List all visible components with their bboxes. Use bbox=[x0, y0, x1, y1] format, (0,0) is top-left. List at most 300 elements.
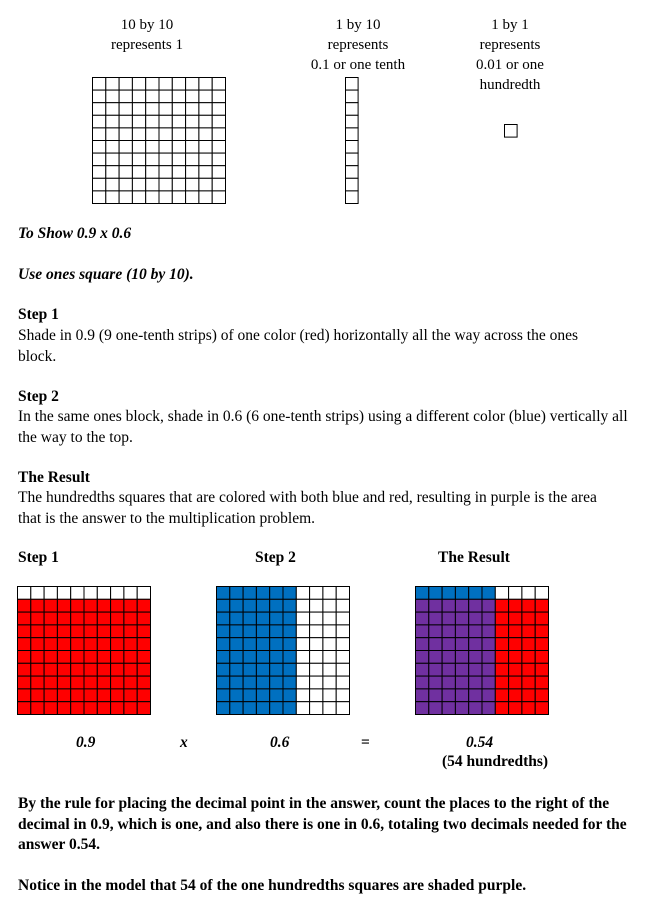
hundredth-cell bbox=[93, 153, 106, 166]
hundredth-cell bbox=[172, 191, 185, 204]
result-cell bbox=[429, 625, 442, 638]
result-cell bbox=[482, 625, 495, 638]
result-cell bbox=[442, 702, 455, 715]
step2-cell bbox=[323, 676, 336, 689]
step2-cell bbox=[296, 587, 309, 600]
step1-cell bbox=[57, 599, 70, 612]
hundredth-cell bbox=[106, 191, 119, 204]
hundredth-cell bbox=[172, 178, 185, 191]
step2-cell bbox=[296, 599, 309, 612]
result-cell bbox=[495, 612, 508, 625]
step1-cell bbox=[84, 651, 97, 664]
step1-cell bbox=[137, 689, 150, 702]
step1-cell bbox=[124, 676, 137, 689]
hundredth-cell bbox=[199, 90, 212, 103]
result-cell bbox=[429, 612, 442, 625]
step2-cell bbox=[323, 587, 336, 600]
tenth-strip-cell bbox=[346, 166, 359, 179]
hundredth-cell bbox=[199, 153, 212, 166]
step2-cell bbox=[296, 702, 309, 715]
step2-cell bbox=[310, 702, 323, 715]
hundredth-cell bbox=[199, 178, 212, 191]
result-cell bbox=[442, 625, 455, 638]
step2-cell bbox=[323, 638, 336, 651]
result-cell bbox=[509, 651, 522, 664]
step2-cell bbox=[270, 599, 283, 612]
hundredth-cell bbox=[146, 141, 159, 154]
hundredth-cell bbox=[93, 166, 106, 179]
step1-cell bbox=[57, 638, 70, 651]
tenth-strip-cell bbox=[346, 141, 359, 154]
step1-cell bbox=[137, 587, 150, 600]
step1-cell bbox=[18, 663, 31, 676]
step1-cell bbox=[44, 702, 57, 715]
step1-cell bbox=[137, 702, 150, 715]
step1-cell bbox=[31, 663, 44, 676]
step2-cell bbox=[217, 638, 230, 651]
hundredth-cell bbox=[172, 103, 185, 116]
result-cell bbox=[442, 676, 455, 689]
hundredth-cell bbox=[199, 166, 212, 179]
hundredth-cell bbox=[172, 78, 185, 91]
hundredth-cell bbox=[106, 78, 119, 91]
result-cell bbox=[535, 651, 548, 664]
hundredth-cell bbox=[146, 90, 159, 103]
step1-cell bbox=[124, 638, 137, 651]
step1-cell bbox=[18, 612, 31, 625]
step1-cell bbox=[71, 676, 84, 689]
result-value: 0.54 bbox=[466, 734, 494, 751]
result-cell bbox=[469, 689, 482, 702]
step2-cell bbox=[243, 702, 256, 715]
hundredth-cell bbox=[146, 166, 159, 179]
step1-cell bbox=[18, 651, 31, 664]
step2-cell bbox=[323, 689, 336, 702]
result-cell bbox=[482, 587, 495, 600]
result-cell bbox=[522, 612, 535, 625]
hundredth-cell bbox=[106, 166, 119, 179]
step2-cell bbox=[243, 663, 256, 676]
result-cell bbox=[429, 663, 442, 676]
step1-cell bbox=[71, 702, 84, 715]
result-cell bbox=[482, 689, 495, 702]
step2-cell bbox=[336, 689, 349, 702]
step2-cell bbox=[270, 638, 283, 651]
step2-cell bbox=[283, 689, 296, 702]
result-cell bbox=[429, 587, 442, 600]
step2-cell bbox=[310, 676, 323, 689]
step2-cell bbox=[217, 599, 230, 612]
result-cell bbox=[442, 638, 455, 651]
result-cell bbox=[482, 663, 495, 676]
step2-cell bbox=[256, 599, 269, 612]
hundredth-cell bbox=[186, 90, 199, 103]
result-cell bbox=[522, 638, 535, 651]
result-heading: The Result bbox=[18, 469, 90, 486]
result-cell bbox=[455, 599, 468, 612]
result-cell bbox=[495, 676, 508, 689]
step1-cell bbox=[84, 663, 97, 676]
hundredth-cell bbox=[199, 128, 212, 141]
result-cell bbox=[535, 625, 548, 638]
step2-cell bbox=[310, 612, 323, 625]
step1-cell bbox=[84, 599, 97, 612]
step1-cell bbox=[31, 612, 44, 625]
step2-cell bbox=[217, 625, 230, 638]
step2-cell bbox=[283, 663, 296, 676]
result-cell bbox=[509, 625, 522, 638]
step2-cell bbox=[256, 612, 269, 625]
step2-cell bbox=[230, 651, 243, 664]
step1-value: 0.9 bbox=[76, 734, 96, 751]
step2-cell bbox=[310, 638, 323, 651]
result-cell bbox=[469, 612, 482, 625]
hundredth-cell bbox=[132, 166, 145, 179]
step2-cell bbox=[243, 676, 256, 689]
result-cell bbox=[495, 625, 508, 638]
hundredth-cell bbox=[93, 178, 106, 191]
step1-cell bbox=[44, 599, 57, 612]
hundredth-cell bbox=[146, 115, 159, 128]
hundredth-cell bbox=[119, 191, 132, 204]
result-cell bbox=[482, 702, 495, 715]
step1-cell bbox=[44, 612, 57, 625]
hundredth-cell bbox=[93, 115, 106, 128]
result-cell bbox=[495, 651, 508, 664]
hundredth-cell bbox=[172, 115, 185, 128]
hundredth-cell bbox=[172, 166, 185, 179]
step2-cell bbox=[283, 587, 296, 600]
step1-cell bbox=[18, 689, 31, 702]
step2-cell bbox=[217, 651, 230, 664]
hundredth-cell bbox=[106, 103, 119, 116]
one-by-one-caption: 1 by 1 represents 0.01 or one hundredth bbox=[476, 17, 544, 93]
page-subtitle: Use ones square (10 by 10). bbox=[18, 266, 194, 283]
step1-cell bbox=[111, 625, 124, 638]
result-cell bbox=[416, 702, 429, 715]
result-cell bbox=[509, 587, 522, 600]
step1-cell bbox=[31, 587, 44, 600]
step1-cell bbox=[137, 638, 150, 651]
step1-text: Shade in 0.9 (9 one-tenth strips) of one color (red) horizontally all the way across the ones block. bbox=[18, 327, 578, 365]
hundredth-cell bbox=[93, 90, 106, 103]
result-cell bbox=[535, 663, 548, 676]
step1-cell bbox=[44, 638, 57, 651]
result-cell bbox=[429, 676, 442, 689]
step1-cell bbox=[124, 663, 137, 676]
result-cell bbox=[416, 689, 429, 702]
step2-cell bbox=[283, 625, 296, 638]
result-cell bbox=[416, 676, 429, 689]
step1-model-grid bbox=[17, 586, 152, 716]
step1-heading: Step 1 bbox=[18, 306, 59, 323]
result-cell bbox=[522, 625, 535, 638]
step1-cell bbox=[111, 651, 124, 664]
result-cell bbox=[495, 587, 508, 600]
one-by-ten-caption: 1 by 10 represents 0.1 or one tenth bbox=[310, 17, 406, 73]
step1-cell bbox=[84, 587, 97, 600]
hundredth-cell bbox=[93, 128, 106, 141]
step2-cell bbox=[217, 663, 230, 676]
step1-cell bbox=[18, 676, 31, 689]
step2-cell bbox=[296, 689, 309, 702]
step2-cell bbox=[270, 651, 283, 664]
hundredth-cell bbox=[172, 90, 185, 103]
result-cell bbox=[482, 651, 495, 664]
hundredth-cell bbox=[93, 78, 106, 91]
result-cell bbox=[442, 663, 455, 676]
hundredth-cell bbox=[106, 178, 119, 191]
result-cell bbox=[429, 638, 442, 651]
hundredth-cell bbox=[212, 178, 225, 191]
hundredth-cell bbox=[212, 115, 225, 128]
step2-cell bbox=[243, 599, 256, 612]
step2-cell bbox=[323, 599, 336, 612]
result-cell bbox=[495, 599, 508, 612]
result-cell bbox=[509, 599, 522, 612]
step2-cell bbox=[310, 587, 323, 600]
step2-model-grid bbox=[216, 586, 351, 716]
hundredth-cell bbox=[132, 103, 145, 116]
step2-cell bbox=[283, 638, 296, 651]
step2-cell bbox=[296, 612, 309, 625]
step1-cell bbox=[137, 612, 150, 625]
hundredth-cell bbox=[159, 153, 172, 166]
step2-cell bbox=[230, 676, 243, 689]
hundredth-cell bbox=[159, 191, 172, 204]
result-cell bbox=[442, 599, 455, 612]
hundredth-cell bbox=[159, 166, 172, 179]
tenth-strip-cell bbox=[346, 103, 359, 116]
step2-cell bbox=[310, 689, 323, 702]
hundredth-cell bbox=[199, 103, 212, 116]
hundredth-cell bbox=[159, 178, 172, 191]
hundredth-cell bbox=[119, 153, 132, 166]
step2-cell bbox=[256, 689, 269, 702]
step1-cell bbox=[124, 702, 137, 715]
result-cell bbox=[522, 587, 535, 600]
hundredth-cell bbox=[212, 153, 225, 166]
result-cell bbox=[469, 651, 482, 664]
step1-cell bbox=[124, 612, 137, 625]
step2-cell bbox=[256, 625, 269, 638]
tenth-strip-cell bbox=[346, 178, 359, 191]
tenth-strip-cell bbox=[346, 115, 359, 128]
result-cell bbox=[429, 599, 442, 612]
result-cell bbox=[416, 587, 429, 600]
hundredth-cell bbox=[186, 78, 199, 91]
one-by-one-square bbox=[504, 124, 518, 138]
result-cell bbox=[495, 663, 508, 676]
result-cell bbox=[416, 663, 429, 676]
hundredth-cell bbox=[93, 141, 106, 154]
step1-cell bbox=[31, 676, 44, 689]
step1-cell bbox=[57, 676, 70, 689]
step1-cell bbox=[57, 689, 70, 702]
step1-cell bbox=[44, 625, 57, 638]
equals-sign: = bbox=[361, 734, 370, 751]
step2-cell bbox=[217, 676, 230, 689]
result-cell bbox=[522, 676, 535, 689]
step2-cell bbox=[296, 638, 309, 651]
step1-cell bbox=[124, 689, 137, 702]
result-cell bbox=[442, 587, 455, 600]
step1-cell bbox=[111, 702, 124, 715]
step2-cell bbox=[230, 599, 243, 612]
step1-cell bbox=[71, 625, 84, 638]
step1-cell bbox=[84, 625, 97, 638]
result-cell bbox=[455, 651, 468, 664]
page-title: To Show 0.9 x 0.6 bbox=[18, 225, 132, 242]
result-cell bbox=[482, 612, 495, 625]
step1-cell bbox=[31, 625, 44, 638]
step1-cell bbox=[84, 638, 97, 651]
result-cell bbox=[442, 651, 455, 664]
step1-cell bbox=[18, 599, 31, 612]
step2-cell bbox=[336, 587, 349, 600]
step2-cell bbox=[336, 663, 349, 676]
result-cell bbox=[442, 612, 455, 625]
result-cell bbox=[509, 612, 522, 625]
step2-cell bbox=[283, 612, 296, 625]
result-cell bbox=[495, 702, 508, 715]
hundredth-cell bbox=[146, 128, 159, 141]
hundredth-cell bbox=[159, 78, 172, 91]
step1-cell bbox=[111, 663, 124, 676]
step1-cell bbox=[111, 689, 124, 702]
step2-cell bbox=[296, 651, 309, 664]
step2-cell bbox=[230, 663, 243, 676]
step2-cell bbox=[296, 625, 309, 638]
step1-cell bbox=[57, 651, 70, 664]
result-cell bbox=[495, 689, 508, 702]
result-cell bbox=[455, 702, 468, 715]
result-model-grid bbox=[415, 586, 550, 716]
hundredth-cell bbox=[106, 153, 119, 166]
hundredth-cell bbox=[119, 78, 132, 91]
step2-cell bbox=[283, 651, 296, 664]
hundredth-cell bbox=[212, 103, 225, 116]
hundredth-cell bbox=[212, 166, 225, 179]
result-cell bbox=[535, 689, 548, 702]
step2-cell bbox=[256, 587, 269, 600]
step2-cell bbox=[283, 702, 296, 715]
hundredth-cell bbox=[132, 153, 145, 166]
result-cell bbox=[509, 702, 522, 715]
hundredth-cell bbox=[106, 141, 119, 154]
step1-cell bbox=[97, 663, 110, 676]
result-cell bbox=[455, 676, 468, 689]
step1-cell bbox=[71, 689, 84, 702]
step1-cell bbox=[97, 689, 110, 702]
hundredth-cell bbox=[186, 191, 199, 204]
result-cell bbox=[509, 676, 522, 689]
step1-cell bbox=[124, 651, 137, 664]
result-cell bbox=[469, 599, 482, 612]
hundredth-cell bbox=[106, 128, 119, 141]
step2-cell bbox=[270, 625, 283, 638]
result-cell bbox=[535, 676, 548, 689]
result-cell bbox=[522, 663, 535, 676]
conclusion-rule: By the rule for placing the decimal point in the answer, count the places to the right of the decimal in 0.9, which is one, and also there is one in 0.6, totaling two decimals needed for the answer 0.54. bbox=[18, 795, 627, 853]
step1-cell bbox=[111, 638, 124, 651]
step1-cell bbox=[124, 599, 137, 612]
step2-cell bbox=[256, 702, 269, 715]
step1-cell bbox=[84, 676, 97, 689]
step2-cell bbox=[336, 676, 349, 689]
one-by-ten-strip bbox=[345, 77, 359, 205]
step1-cell bbox=[111, 676, 124, 689]
result-note: (54 hundredths) bbox=[442, 753, 549, 770]
hundredth-cell bbox=[186, 166, 199, 179]
result-cell bbox=[509, 638, 522, 651]
hundredth-cell bbox=[199, 191, 212, 204]
result-cell bbox=[416, 651, 429, 664]
step2-cell bbox=[296, 663, 309, 676]
hundredth-cell bbox=[159, 90, 172, 103]
step2-cell bbox=[336, 625, 349, 638]
step2-cell bbox=[230, 587, 243, 600]
hundredth-cell bbox=[132, 115, 145, 128]
step2-cell bbox=[323, 663, 336, 676]
ten-by-ten-caption: 10 by 10 represents 1 bbox=[110, 17, 184, 53]
hundredth-cell bbox=[212, 191, 225, 204]
hundredth-cell bbox=[132, 78, 145, 91]
step1-cell bbox=[97, 599, 110, 612]
result-cell bbox=[535, 638, 548, 651]
times-sign: x bbox=[180, 734, 188, 751]
step1-cell bbox=[44, 587, 57, 600]
step2-cell bbox=[243, 638, 256, 651]
step2-cell bbox=[230, 638, 243, 651]
hundredth-cell bbox=[93, 191, 106, 204]
step1-cell bbox=[71, 587, 84, 600]
result-cell bbox=[535, 612, 548, 625]
step1-cell bbox=[31, 651, 44, 664]
hundredth-cell bbox=[159, 141, 172, 154]
step2-cell bbox=[230, 612, 243, 625]
result-cell bbox=[469, 587, 482, 600]
step2-cell bbox=[256, 651, 269, 664]
step2-cell bbox=[336, 612, 349, 625]
ten-by-ten-grid bbox=[92, 77, 227, 205]
result-cell bbox=[522, 599, 535, 612]
step1-cell bbox=[31, 702, 44, 715]
hundredth-cell bbox=[199, 115, 212, 128]
step2-cell bbox=[256, 638, 269, 651]
hundredth-cell bbox=[146, 191, 159, 204]
step1-cell bbox=[31, 689, 44, 702]
step2-cell bbox=[283, 676, 296, 689]
step2-cell bbox=[270, 612, 283, 625]
step2-cell bbox=[323, 702, 336, 715]
step1-cell bbox=[18, 587, 31, 600]
step1-cell bbox=[84, 689, 97, 702]
step2-cell bbox=[336, 702, 349, 715]
result-cell bbox=[482, 599, 495, 612]
step1-cell bbox=[57, 587, 70, 600]
step1-cell bbox=[44, 689, 57, 702]
step1-cell bbox=[137, 599, 150, 612]
step2-cell bbox=[336, 651, 349, 664]
step2-cell bbox=[217, 587, 230, 600]
step2-cell bbox=[243, 651, 256, 664]
step2-cell bbox=[230, 689, 243, 702]
hundredth-square bbox=[505, 125, 518, 138]
hundredth-cell bbox=[146, 103, 159, 116]
hundredth-cell bbox=[186, 103, 199, 116]
hundredth-cell bbox=[172, 141, 185, 154]
